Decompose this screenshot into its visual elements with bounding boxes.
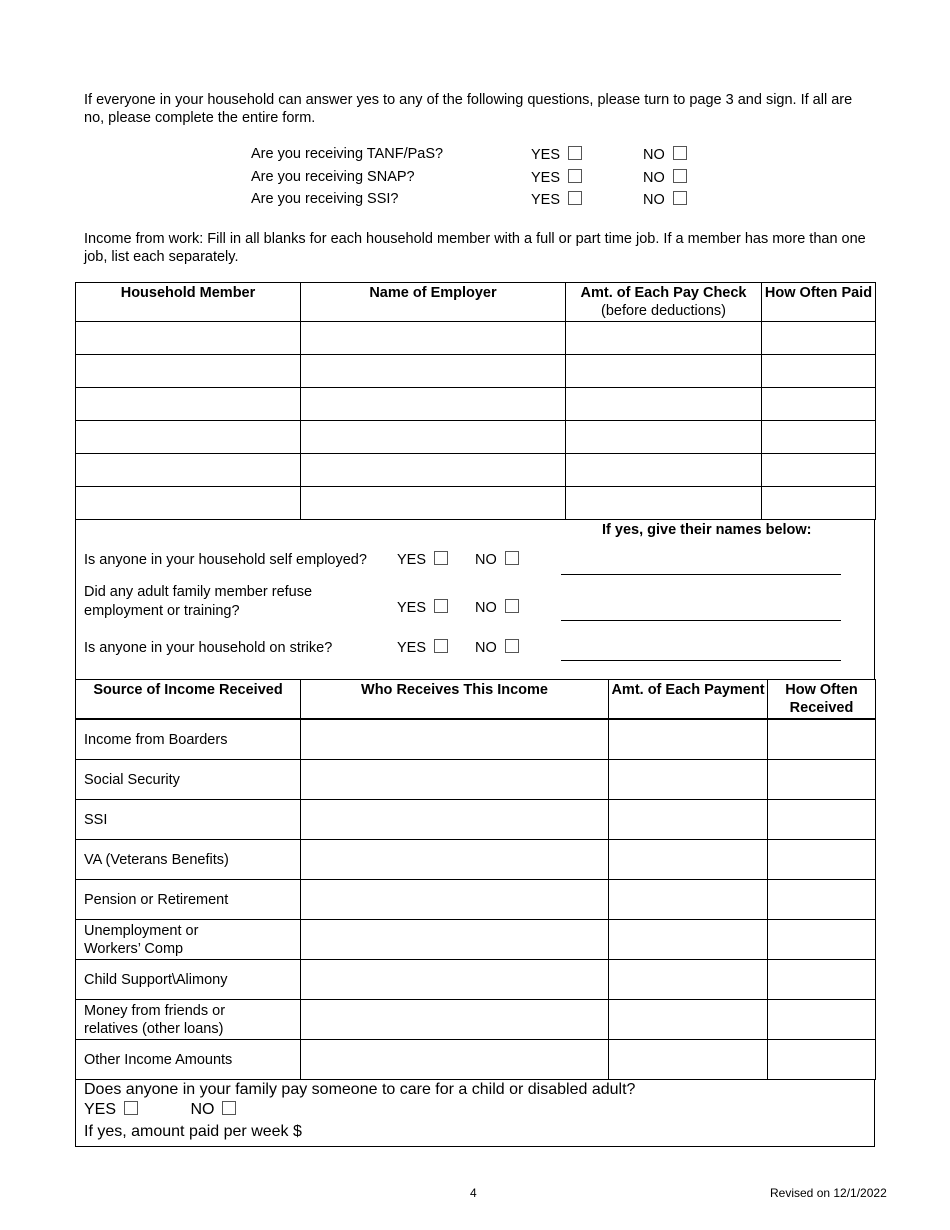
income-source-label: SSI — [76, 800, 301, 840]
employer-cell[interactable] — [301, 421, 566, 454]
snap-yes-checkbox[interactable] — [568, 169, 582, 183]
self-employed-names-line[interactable] — [561, 555, 841, 575]
frequency-cell[interactable] — [768, 880, 876, 920]
income-source-label: Child Support\Alimony — [76, 960, 301, 1000]
table-row — [76, 454, 876, 487]
strike-names-line[interactable] — [561, 641, 841, 661]
income-source-label: Pension or Retirement — [76, 880, 301, 920]
table-row — [76, 1000, 876, 1040]
refuse-employment-names-line[interactable] — [561, 601, 841, 621]
frequency-cell[interactable] — [762, 421, 876, 454]
table-row — [76, 1040, 876, 1080]
header-pay-check-label: Amt. of Each Pay Check — [580, 285, 747, 301]
no-label: NO — [190, 1101, 215, 1118]
member-cell[interactable] — [76, 421, 301, 454]
table-row — [76, 421, 876, 454]
amount-cell[interactable] — [609, 760, 768, 800]
income-source-label: VA (Veterans Benefits) — [76, 840, 301, 880]
no-label: NO — [643, 169, 665, 186]
frequency-cell[interactable] — [768, 1040, 876, 1080]
amount-cell[interactable] — [609, 1040, 768, 1080]
strike-no-checkbox[interactable] — [505, 639, 519, 653]
other-income-table — [75, 679, 876, 1080]
member-cell[interactable] — [76, 454, 301, 487]
income-source-text: Money from friends or relatives (other loans) — [84, 1002, 226, 1037]
frequency-cell[interactable] — [768, 960, 876, 1000]
no-label: NO — [475, 552, 497, 568]
benefit-row-snap — [251, 169, 711, 192]
paycheck-cell[interactable] — [566, 388, 762, 421]
question-self-employed: Is anyone in your household self employed? — [84, 552, 367, 568]
recipient-cell[interactable] — [301, 840, 609, 880]
table-row — [76, 920, 876, 960]
yes-label: YES — [531, 192, 561, 208]
no-label: NO — [643, 147, 665, 163]
employer-cell[interactable] — [301, 355, 566, 388]
question-ssi: Are you receiving SSI? — [251, 191, 399, 207]
table-row — [76, 487, 876, 520]
ssi-yes-checkbox[interactable] — [568, 191, 582, 205]
header-who-receives: Who Receives This Income — [301, 680, 609, 720]
frequency-cell[interactable] — [762, 454, 876, 487]
income-source-label — [76, 920, 301, 960]
frequency-cell[interactable] — [768, 1000, 876, 1040]
work-income-intro: Income from work: Fill in all blanks for each household member with a full or part time job. If a member has more than one job, list each separately. — [84, 231, 866, 265]
recipient-cell[interactable] — [301, 760, 609, 800]
self-employed-yes-checkbox[interactable] — [434, 551, 448, 565]
frequency-cell[interactable] — [762, 322, 876, 355]
header-employer: Name of Employer — [301, 283, 566, 322]
employer-cell[interactable] — [301, 487, 566, 520]
no-label: NO — [643, 192, 665, 208]
page-number: 4 — [470, 1186, 477, 1200]
header-household-member: Household Member — [76, 283, 301, 322]
amount-cell[interactable] — [609, 800, 768, 840]
question-snap: Are you receiving SNAP? — [251, 168, 415, 185]
benefit-row-tanf — [251, 146, 711, 169]
yes-label: YES — [84, 1101, 117, 1118]
yes-label: YES — [397, 600, 427, 616]
frequency-cell[interactable] — [762, 355, 876, 388]
care-no-checkbox[interactable] — [222, 1101, 236, 1115]
member-cell[interactable] — [76, 355, 301, 388]
paycheck-cell[interactable] — [566, 421, 762, 454]
header-how-often-received: How Often Received — [768, 680, 876, 720]
work-income-table — [75, 282, 876, 520]
table-row — [76, 719, 876, 760]
recipient-cell[interactable] — [301, 1000, 609, 1040]
frequency-cell[interactable] — [768, 760, 876, 800]
amount-cell[interactable] — [609, 880, 768, 920]
tanf-yes-checkbox[interactable] — [568, 146, 582, 160]
member-cell[interactable] — [76, 322, 301, 355]
employer-cell[interactable] — [301, 322, 566, 355]
question-refuse-employment: Did any adult family member refuse employment or training? — [84, 584, 313, 619]
amount-cell[interactable] — [609, 960, 768, 1000]
refuse-employment-no-checkbox[interactable] — [505, 599, 519, 613]
employer-cell[interactable] — [301, 454, 566, 487]
amount-cell[interactable] — [609, 1000, 768, 1040]
income-source-label: Income from Boarders — [76, 719, 301, 760]
table-row — [76, 800, 876, 840]
care-amount-label: If yes, amount paid per week $ — [84, 1123, 302, 1140]
care-yes-checkbox[interactable] — [124, 1101, 138, 1115]
header-amount-payment: Amt. of Each Payment — [609, 680, 768, 720]
names-header: If yes, give their names below: — [602, 522, 812, 538]
revision-date: Revised on 12/1/2022 — [770, 1186, 887, 1200]
table-row — [76, 880, 876, 920]
yes-label: YES — [531, 147, 561, 163]
income-source-label — [76, 1000, 301, 1040]
amount-cell[interactable] — [609, 920, 768, 960]
snap-no-checkbox[interactable] — [673, 169, 687, 183]
table-row — [76, 322, 876, 355]
header-pay-check-sub: (before deductions) — [601, 303, 726, 319]
member-cell[interactable] — [76, 388, 301, 421]
recipient-cell[interactable] — [301, 960, 609, 1000]
care-question: Does anyone in your family pay someone to care for a child or disabled adult? — [84, 1081, 636, 1098]
table-row — [76, 960, 876, 1000]
header-pay-check — [566, 283, 762, 322]
intro-text: If everyone in your household can answer yes to any of the following questions, please turn to page 3 and sign. If all are no, please complete the entire form. — [84, 92, 853, 126]
ssi-no-checkbox[interactable] — [673, 191, 687, 205]
refuse-employment-yes-checkbox[interactable] — [434, 599, 448, 613]
recipient-cell[interactable] — [301, 1040, 609, 1080]
table-row — [76, 355, 876, 388]
care-expense-section — [75, 1079, 875, 1147]
header-how-often-paid: How Often Paid — [762, 283, 876, 322]
table-row — [76, 840, 876, 880]
no-label: NO — [475, 640, 497, 656]
member-cell[interactable] — [76, 487, 301, 520]
paycheck-cell[interactable] — [566, 487, 762, 520]
income-source-text: Unemployment or Workers’ Comp — [84, 922, 199, 957]
recipient-cell[interactable] — [301, 880, 609, 920]
income-source-label: Social Security — [76, 760, 301, 800]
self-employment-section — [75, 520, 875, 679]
recipient-cell[interactable] — [301, 800, 609, 840]
paycheck-cell[interactable] — [566, 355, 762, 388]
question-tanf: Are you receiving TANF/PaS? — [251, 146, 444, 162]
frequency-cell[interactable] — [762, 487, 876, 520]
recipient-cell[interactable] — [301, 920, 609, 960]
frequency-cell[interactable] — [768, 719, 876, 760]
paycheck-cell[interactable] — [566, 454, 762, 487]
no-label: NO — [475, 600, 497, 616]
benefit-row-ssi — [251, 191, 711, 214]
frequency-cell[interactable] — [768, 840, 876, 880]
frequency-cell[interactable] — [768, 920, 876, 960]
table-row — [76, 388, 876, 421]
amount-cell[interactable] — [609, 840, 768, 880]
employer-cell[interactable] — [301, 388, 566, 421]
yes-label: YES — [531, 169, 561, 186]
yes-label: YES — [397, 552, 427, 568]
tanf-no-checkbox[interactable] — [673, 146, 687, 160]
yes-label: YES — [397, 640, 427, 656]
strike-yes-checkbox[interactable] — [434, 639, 448, 653]
income-source-label: Other Income Amounts — [76, 1040, 301, 1080]
table-row — [76, 760, 876, 800]
amount-cell[interactable] — [609, 719, 768, 760]
recipient-cell[interactable] — [301, 719, 609, 760]
question-on-strike: Is anyone in your household on strike? — [84, 640, 333, 656]
frequency-cell[interactable] — [768, 800, 876, 840]
benefit-questions — [251, 146, 711, 214]
header-income-source: Source of Income Received — [76, 680, 301, 720]
frequency-cell[interactable] — [762, 388, 876, 421]
paycheck-cell[interactable] — [566, 322, 762, 355]
self-employed-no-checkbox[interactable] — [505, 551, 519, 565]
